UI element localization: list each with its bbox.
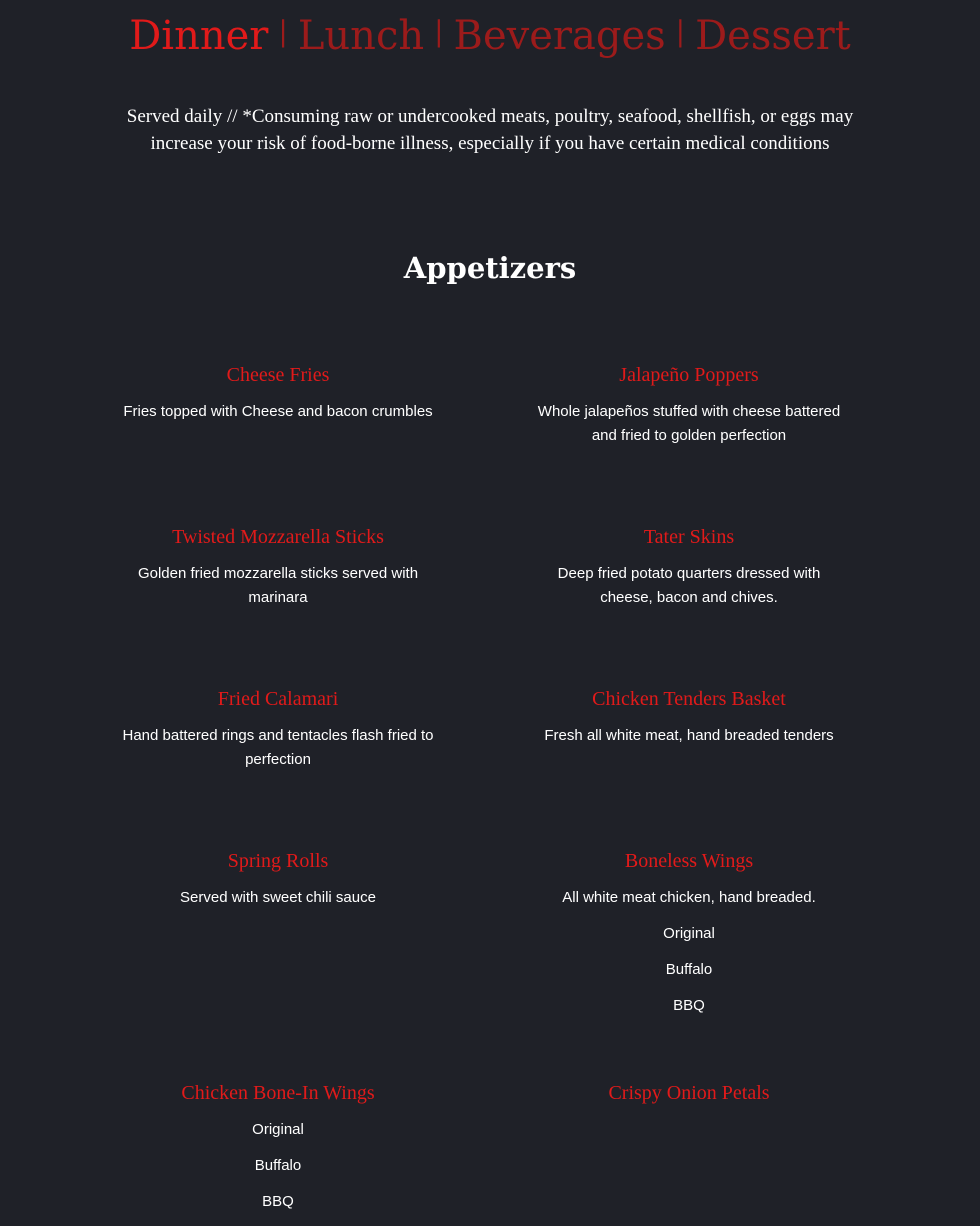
item-description: Whole jalapeños stuffed with cheese battered and fried to golden perfection xyxy=(537,403,841,444)
item-name: Fried Calamari xyxy=(217,688,339,710)
menu-item-spring-rolls xyxy=(122,848,434,910)
flavor-option-original[interactable]: Original xyxy=(663,925,715,942)
item-description: Served with sweet chili sauce xyxy=(180,889,376,906)
menu-item-chicken-tenders-basket xyxy=(533,686,845,748)
flavor-option-buffalo[interactable]: Buffalo xyxy=(254,1157,302,1174)
menu-item-twisted-mozzarella-sticks xyxy=(122,524,434,610)
item-name: Boneless Wings xyxy=(624,850,754,872)
section-title: Appetizers xyxy=(403,251,577,286)
item-description: All white meat chicken, hand breaded. xyxy=(562,889,816,906)
item-name: Tater Skins xyxy=(643,526,735,548)
flavor-options xyxy=(533,922,845,1030)
item-description: Deep fried potato quarters dressed with cheese, bacon and chives. xyxy=(557,565,821,606)
flavor-option-bbq[interactable]: BBQ xyxy=(262,1193,294,1210)
tab-dinner[interactable]: Dinner xyxy=(129,13,269,59)
tab-separator: | xyxy=(675,15,686,48)
item-description: Fresh all white meat, hand breaded tenders xyxy=(544,727,834,744)
tab-separator: | xyxy=(434,15,444,48)
tab-dessert[interactable]: Dessert xyxy=(695,13,851,59)
menu-item-crispy-onion-petals xyxy=(533,1080,845,1118)
menu-item-fried-calamari xyxy=(122,686,434,772)
flavor-option-bbq[interactable]: BBQ xyxy=(673,997,705,1014)
item-description: Golden fried mozzarella sticks served with marinara xyxy=(137,565,419,606)
food-safety-notice: Served daily // *Consuming raw or undercooked meats, poultry, seafood, shellfish, or eggs may increase your risk of food-borne illness, especially if you have certain medical conditions xyxy=(126,106,854,154)
tab-beverages[interactable]: Beverages xyxy=(453,13,666,59)
item-name: Chicken Tenders Basket xyxy=(592,688,786,710)
menu-item-tater-skins xyxy=(533,524,845,610)
item-name: Chicken Bone-In Wings xyxy=(181,1082,375,1104)
menu-item-jalapeno-poppers xyxy=(533,362,845,448)
menu-item-cheese-fries xyxy=(122,362,434,424)
item-name: Spring Rolls xyxy=(227,850,329,872)
flavor-option-buffalo[interactable]: Buffalo xyxy=(665,961,713,978)
tab-lunch[interactable]: Lunch xyxy=(297,13,425,59)
menu-item-boneless-wings xyxy=(533,848,845,1030)
menu-tabs xyxy=(0,10,980,66)
flavor-option-original[interactable]: Original xyxy=(252,1121,304,1138)
item-description: Fries topped with Cheese and bacon crumbles xyxy=(123,403,433,420)
tab-separator: | xyxy=(278,15,288,48)
flavor-options xyxy=(122,1118,434,1226)
menu-item-chicken-bone-in-wings xyxy=(122,1080,434,1226)
item-name: Crispy Onion Petals xyxy=(608,1082,770,1104)
item-name: Twisted Mozzarella Sticks xyxy=(172,526,384,548)
item-description: Hand battered rings and tentacles flash fried to perfection xyxy=(122,727,434,768)
item-name: Cheese Fries xyxy=(226,364,330,386)
item-name: Jalapeño Poppers xyxy=(619,364,759,386)
